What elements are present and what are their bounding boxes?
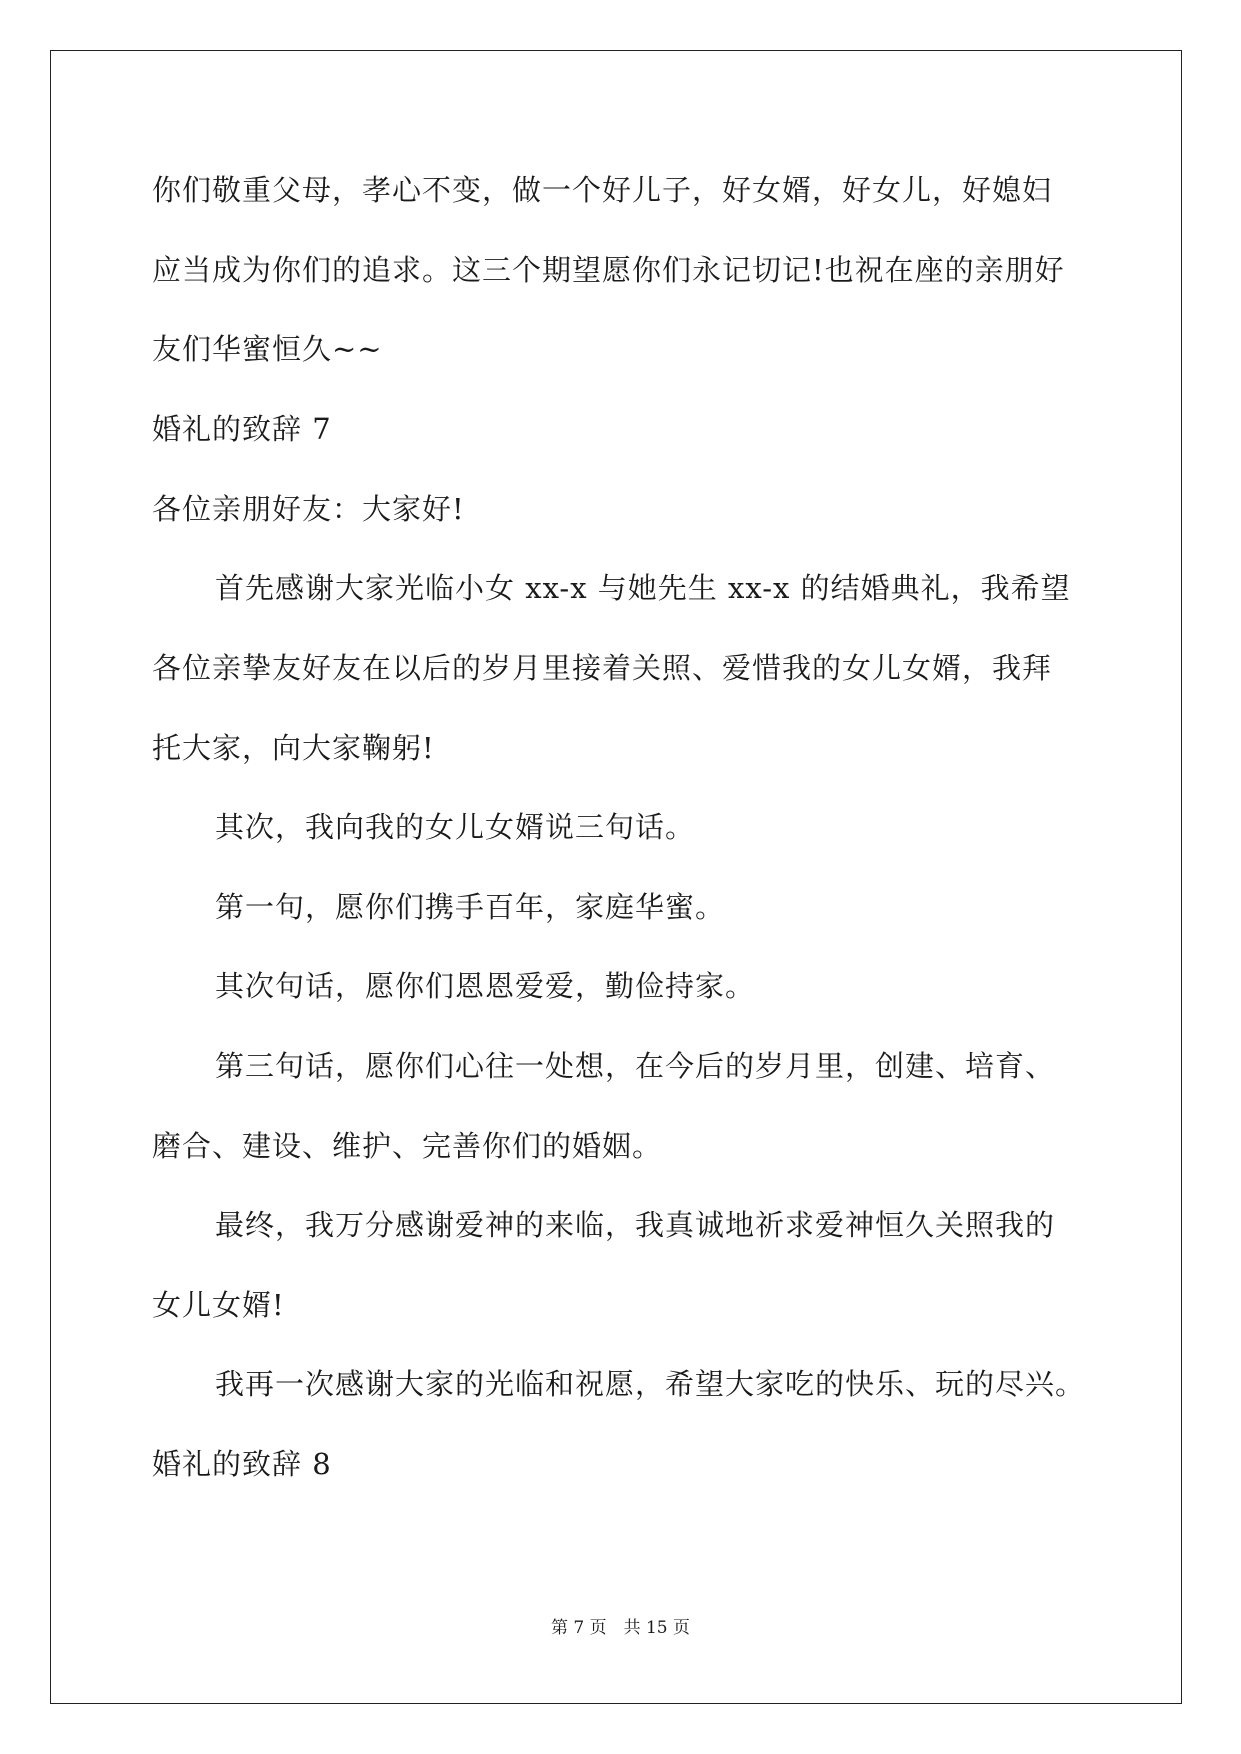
body-text-line: 友们华蜜恒久~~	[152, 332, 383, 366]
body-text-line: 各位亲挚友好友在以后的岁月里接着关照、爱惜我的女儿女婿，我拜	[152, 651, 1053, 685]
body-text-line: 第一句，愿你们携手百年，家庭华蜜。	[215, 890, 726, 924]
section-heading: 婚礼的致辞 8	[152, 1447, 332, 1481]
body-text-line: 托大家，向大家鞠躬!	[152, 731, 435, 765]
body-text-line: 其次，我向我的女儿女婿说三句话。	[215, 810, 696, 844]
body-text-line: 第三句话，愿你们心往一处想，在今后的岁月里，创建、培育、	[215, 1049, 1056, 1083]
body-text-line: 女儿女婿!	[152, 1288, 285, 1322]
body-text-line: 你们敬重父母，孝心不变，做一个好儿子，好女婿，好女儿，好媳妇	[152, 173, 1053, 207]
page-number-footer: 第 7 页 共 15 页	[550, 1618, 691, 1638]
body-text-line: 其次句话，愿你们恩恩爱爱，勤俭持家。	[215, 969, 756, 1003]
salutation-line: 各位亲朋好友：大家好!	[152, 492, 465, 526]
body-text-line: 磨合、建设、维护、完善你们的婚姻。	[152, 1129, 663, 1163]
body-text-line: 应当成为你们的追求。这三个期望愿你们永记切记!也祝在座的亲朋好	[152, 253, 1065, 287]
section-heading: 婚礼的致辞 7	[152, 412, 332, 446]
body-text-line: 首先感谢大家光临小女 xx-x 与她先生 xx-x 的结婚典礼，我希望	[215, 571, 1071, 605]
body-text-line: 最终，我万分感谢爱神的来临，我真诚地祈求爱神恒久关照我的	[215, 1208, 1056, 1242]
body-text-line: 我再一次感谢大家的光临和祝愿，希望大家吃的快乐、玩的尽兴。	[215, 1367, 1086, 1401]
